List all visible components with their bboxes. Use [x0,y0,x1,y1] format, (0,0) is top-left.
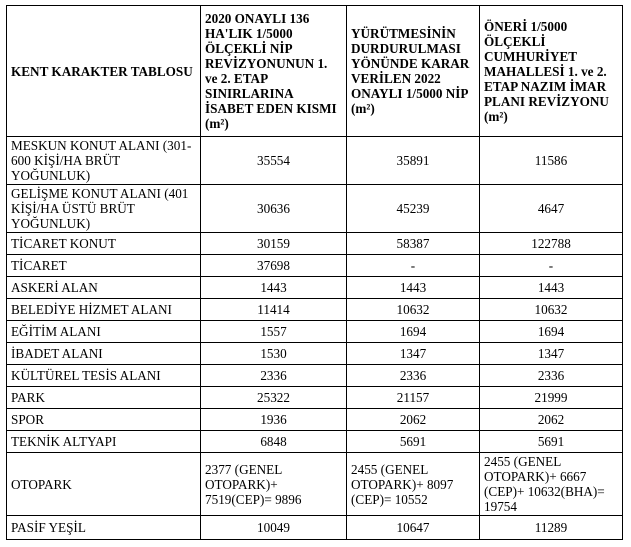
cell-value: 1936 [201,409,347,431]
table-row [7,365,623,387]
header-col-oneri-revizyon: ÖNERİ 1/5000 ÖLÇEKLİ CUMHURİYET MAHALLESİ 1. ve 2. ETAP NAZIM İMAR PLANI REVİZYONU (m²) [480,6,623,137]
cell-value: 1557 [201,321,347,343]
cell-value: 10632 [480,299,623,321]
cell-value: 6848 [201,431,347,453]
cell-value: 37698 [201,255,347,277]
table-row [7,233,623,255]
cell-value: 11586 [480,137,623,185]
cell-value: 122788 [480,233,623,255]
cell-value: - [480,255,623,277]
cell-value: 30159 [201,233,347,255]
header-col-2020-nip: 2020 ONAYLI 136 HA'LIK 1/5000 ÖLÇEKLİ NİP REVİZYONUNUN 1. ve 2. ETAP SINIRLARINA İSABET EDEN KISMI (m²) [201,6,347,137]
cell-value: 10049 [201,516,347,540]
cell-value: 1347 [480,343,623,365]
cell-value: 1443 [201,277,347,299]
row-label: GELİŞME KONUT ALANI (401 KİŞİ/HA ÜSTÜ BRÜT YOĞUNLUK) [7,185,201,233]
cell-value: 2455 (GENEL OTOPARK)+ 8097 (CEP)= 10552 [347,453,480,516]
table-row [7,343,623,365]
cell-value: 11414 [201,299,347,321]
row-label: EĞİTİM ALANI [7,321,201,343]
table-row [7,453,623,516]
table-row [7,137,623,185]
cell-value: 2455 (GENEL OTOPARK)+ 6667 (CEP)+ 10632(BHA)= 19754 [480,453,623,516]
cell-value: 1694 [480,321,623,343]
cell-value: 2377 (GENEL OTOPARK)+ 7519(CEP)= 9896 [201,453,347,516]
table-row [7,321,623,343]
cell-value: 2336 [480,365,623,387]
cell-value: 2062 [480,409,623,431]
row-label: MESKUN KONUT ALANI (301-600 KİŞİ/HA BRÜT YOĞUNLUK) [7,137,201,185]
row-label: SPOR [7,409,201,431]
row-label: İBADET ALANI [7,343,201,365]
cell-value: 45239 [347,185,480,233]
row-label: OTOPARK [7,453,201,516]
cell-value: 58387 [347,233,480,255]
cell-value: 21157 [347,387,480,409]
table-row [7,409,623,431]
cell-value: 35891 [347,137,480,185]
table-row [7,277,623,299]
row-label: PASİF YEŞİL [7,516,201,540]
cell-value: 5691 [480,431,623,453]
table-row [7,299,623,321]
row-label: TEKNİK ALTYAPI [7,431,201,453]
cell-value: 1347 [347,343,480,365]
table-row [7,516,623,540]
cell-value: 11289 [480,516,623,540]
row-label: TİCARET [7,255,201,277]
row-label: ASKERİ ALAN [7,277,201,299]
row-label: PARK [7,387,201,409]
row-label: KÜLTÜREL TESİS ALANI [7,365,201,387]
table-row [7,255,623,277]
header-corner: KENT KARAKTER TABLOSU [7,6,201,137]
cell-value: 1443 [480,277,623,299]
header-row [7,6,623,137]
cell-value: 10632 [347,299,480,321]
table-row [7,387,623,409]
row-label: BELEDİYE HİZMET ALANI [7,299,201,321]
cell-value: 25322 [201,387,347,409]
cell-value: - [347,255,480,277]
cell-value: 2062 [347,409,480,431]
header-col-2022-nip: YÜRÜTMESİNİN DURDURULMASI YÖNÜNDE KARAR VERİLEN 2022 ONAYLI 1/5000 NİP (m²) [347,6,480,137]
cell-value: 5691 [347,431,480,453]
cell-value: 2336 [201,365,347,387]
cell-value: 2336 [347,365,480,387]
cell-value: 4647 [480,185,623,233]
cell-value: 1694 [347,321,480,343]
cell-value: 10647 [347,516,480,540]
row-label: TİCARET KONUT [7,233,201,255]
cell-value: 35554 [201,137,347,185]
table-row [7,185,623,233]
cell-value: 1443 [347,277,480,299]
table-row [7,431,623,453]
kent-karakter-table [6,5,623,540]
cell-value: 1530 [201,343,347,365]
cell-value: 21999 [480,387,623,409]
cell-value: 30636 [201,185,347,233]
